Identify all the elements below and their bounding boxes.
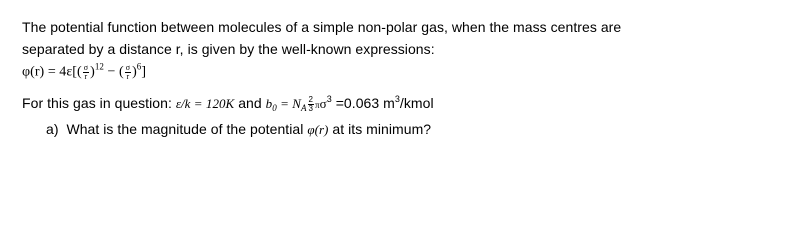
formula-exponent-12: 12 (94, 61, 104, 72)
formula-fraction-2: $\frac{\sigma}{r}$ (125, 63, 131, 81)
sigma-symbol: σ (319, 96, 327, 111)
question-label: a) (46, 121, 59, 137)
epsilon-over-k: ε/k = 120K (175, 96, 235, 111)
formula-fraction-1: $\frac{\sigma}{r}$ (83, 63, 89, 81)
question-text: What is the magnitude of the potential (66, 121, 308, 137)
formula-lhs: φ(r) = 4ε[( (22, 64, 82, 80)
two-thirds-fraction: $\frac{2}{3}$ (308, 94, 314, 113)
pi-symbol: π (315, 100, 320, 110)
given-prefix: For this gas in question: (22, 95, 176, 111)
intro-line-1: The potential function between molecules of a simple non-polar gas, when the mass centres are (22, 19, 622, 35)
phi-of-r: φ(r) (307, 122, 329, 137)
question-a: a) What is the magnitude of the potential φ(r) at its minimum? (46, 121, 432, 137)
given-values-line: For this gas in question: ε/k = 120K and $b_0 = N_A$ $\frac{2}{3}$ $\pi\sigma^3 =0.063$ $m^3$/kmol (22, 94, 434, 113)
lennard-jones-formula: φ(r) = 4ε[( $\frac{\sigma}{r}$ )$^{12}$ − ( $\frac{\sigma}{r}$ )$^6$] (22, 61, 147, 81)
b0-value: =0.063 m (331, 95, 395, 111)
b0-symbol: $b_0 = N_A$ (265, 96, 307, 113)
intro-line-2: separated by a distance r, is given by the well-known expressions: (22, 41, 435, 57)
formula-exponent-6: 6 (136, 61, 142, 72)
